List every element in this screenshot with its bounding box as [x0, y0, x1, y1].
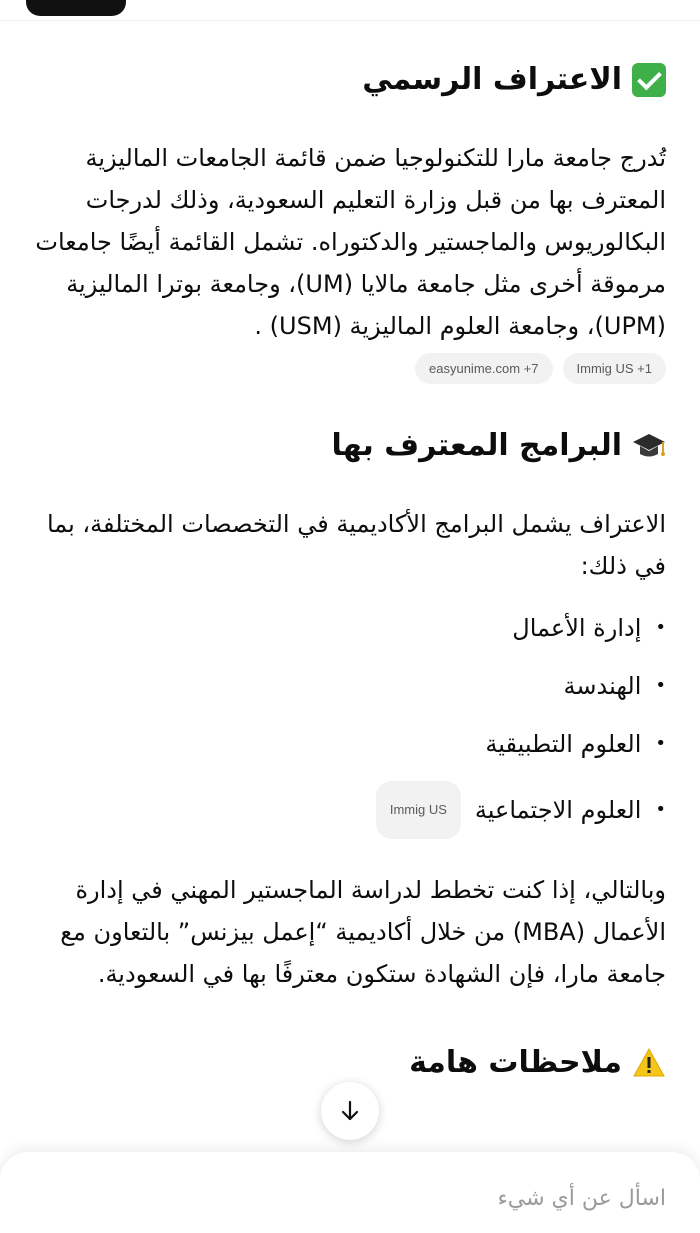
heading-text: الاعتراف الرسمي [362, 62, 622, 97]
status-pill [26, 0, 126, 16]
heading-text: البرامج المعترف بها [331, 428, 622, 463]
heading-text: ملاحظات هامة [409, 1045, 622, 1080]
list-item: • إدارة الأعمال [512, 614, 666, 642]
top-divider [0, 20, 700, 21]
scroll-down-button[interactable] [321, 1082, 379, 1140]
check-mark-icon [632, 63, 666, 97]
programs-list [34, 607, 666, 839]
heading-official-recognition [34, 60, 666, 99]
programs-intro: الاعتراف يشمل البرامج الأكاديمية في التخصصات المختلفة، بما في ذلك: [46, 510, 666, 580]
graduation-cap-icon [632, 429, 666, 463]
heading-recognized-programs [34, 426, 666, 465]
list-item: • الهندسة [563, 672, 666, 700]
source-chip[interactable]: Immig US +1 [563, 353, 667, 384]
ask-input[interactable]: اسأل عن أي شيء [497, 1186, 666, 1211]
source-chip[interactable]: Immig US [376, 781, 461, 839]
warning-icon [632, 1046, 666, 1080]
list-item: • العلوم الاجتماعية Immig US [34, 781, 666, 839]
source-chips [34, 353, 666, 384]
heading-important-notes [34, 1043, 666, 1082]
arrow-down-icon [338, 1099, 362, 1123]
list-item: • العلوم التطبيقية [485, 730, 666, 758]
recognition-paragraph: تُدرج جامعة مارا للتكنولوجيا ضمن قائمة الجامعات الماليزية المعترف بها من قبل وزارة التعليم السعودية، وذلك لدرجات البكالوريوس والماجستير والدكتوراه. تشمل القائمة أيضًا جامعات مرموقة أخرى مثل جامعة مالايا (UM)، وجامعة بوترا الماليزية (UPM)، وجامعة العلوم الماليزية (USM) . [35, 144, 666, 340]
chat-response [34, 60, 666, 1082]
message-composer [0, 1152, 700, 1233]
conclusion-paragraph: وبالتالي، إذا كنت تخطط لدراسة الماجستير المهني في إدارة الأعمال (MBA) من خلال أكاديمية “إعمل بيزنس” بالتعاون مع جامعة مارا، فإن الشهادة ستكون معترفًا بها في السعودية. [60, 876, 666, 988]
source-chip[interactable]: easyunime.com +7 [415, 353, 552, 384]
